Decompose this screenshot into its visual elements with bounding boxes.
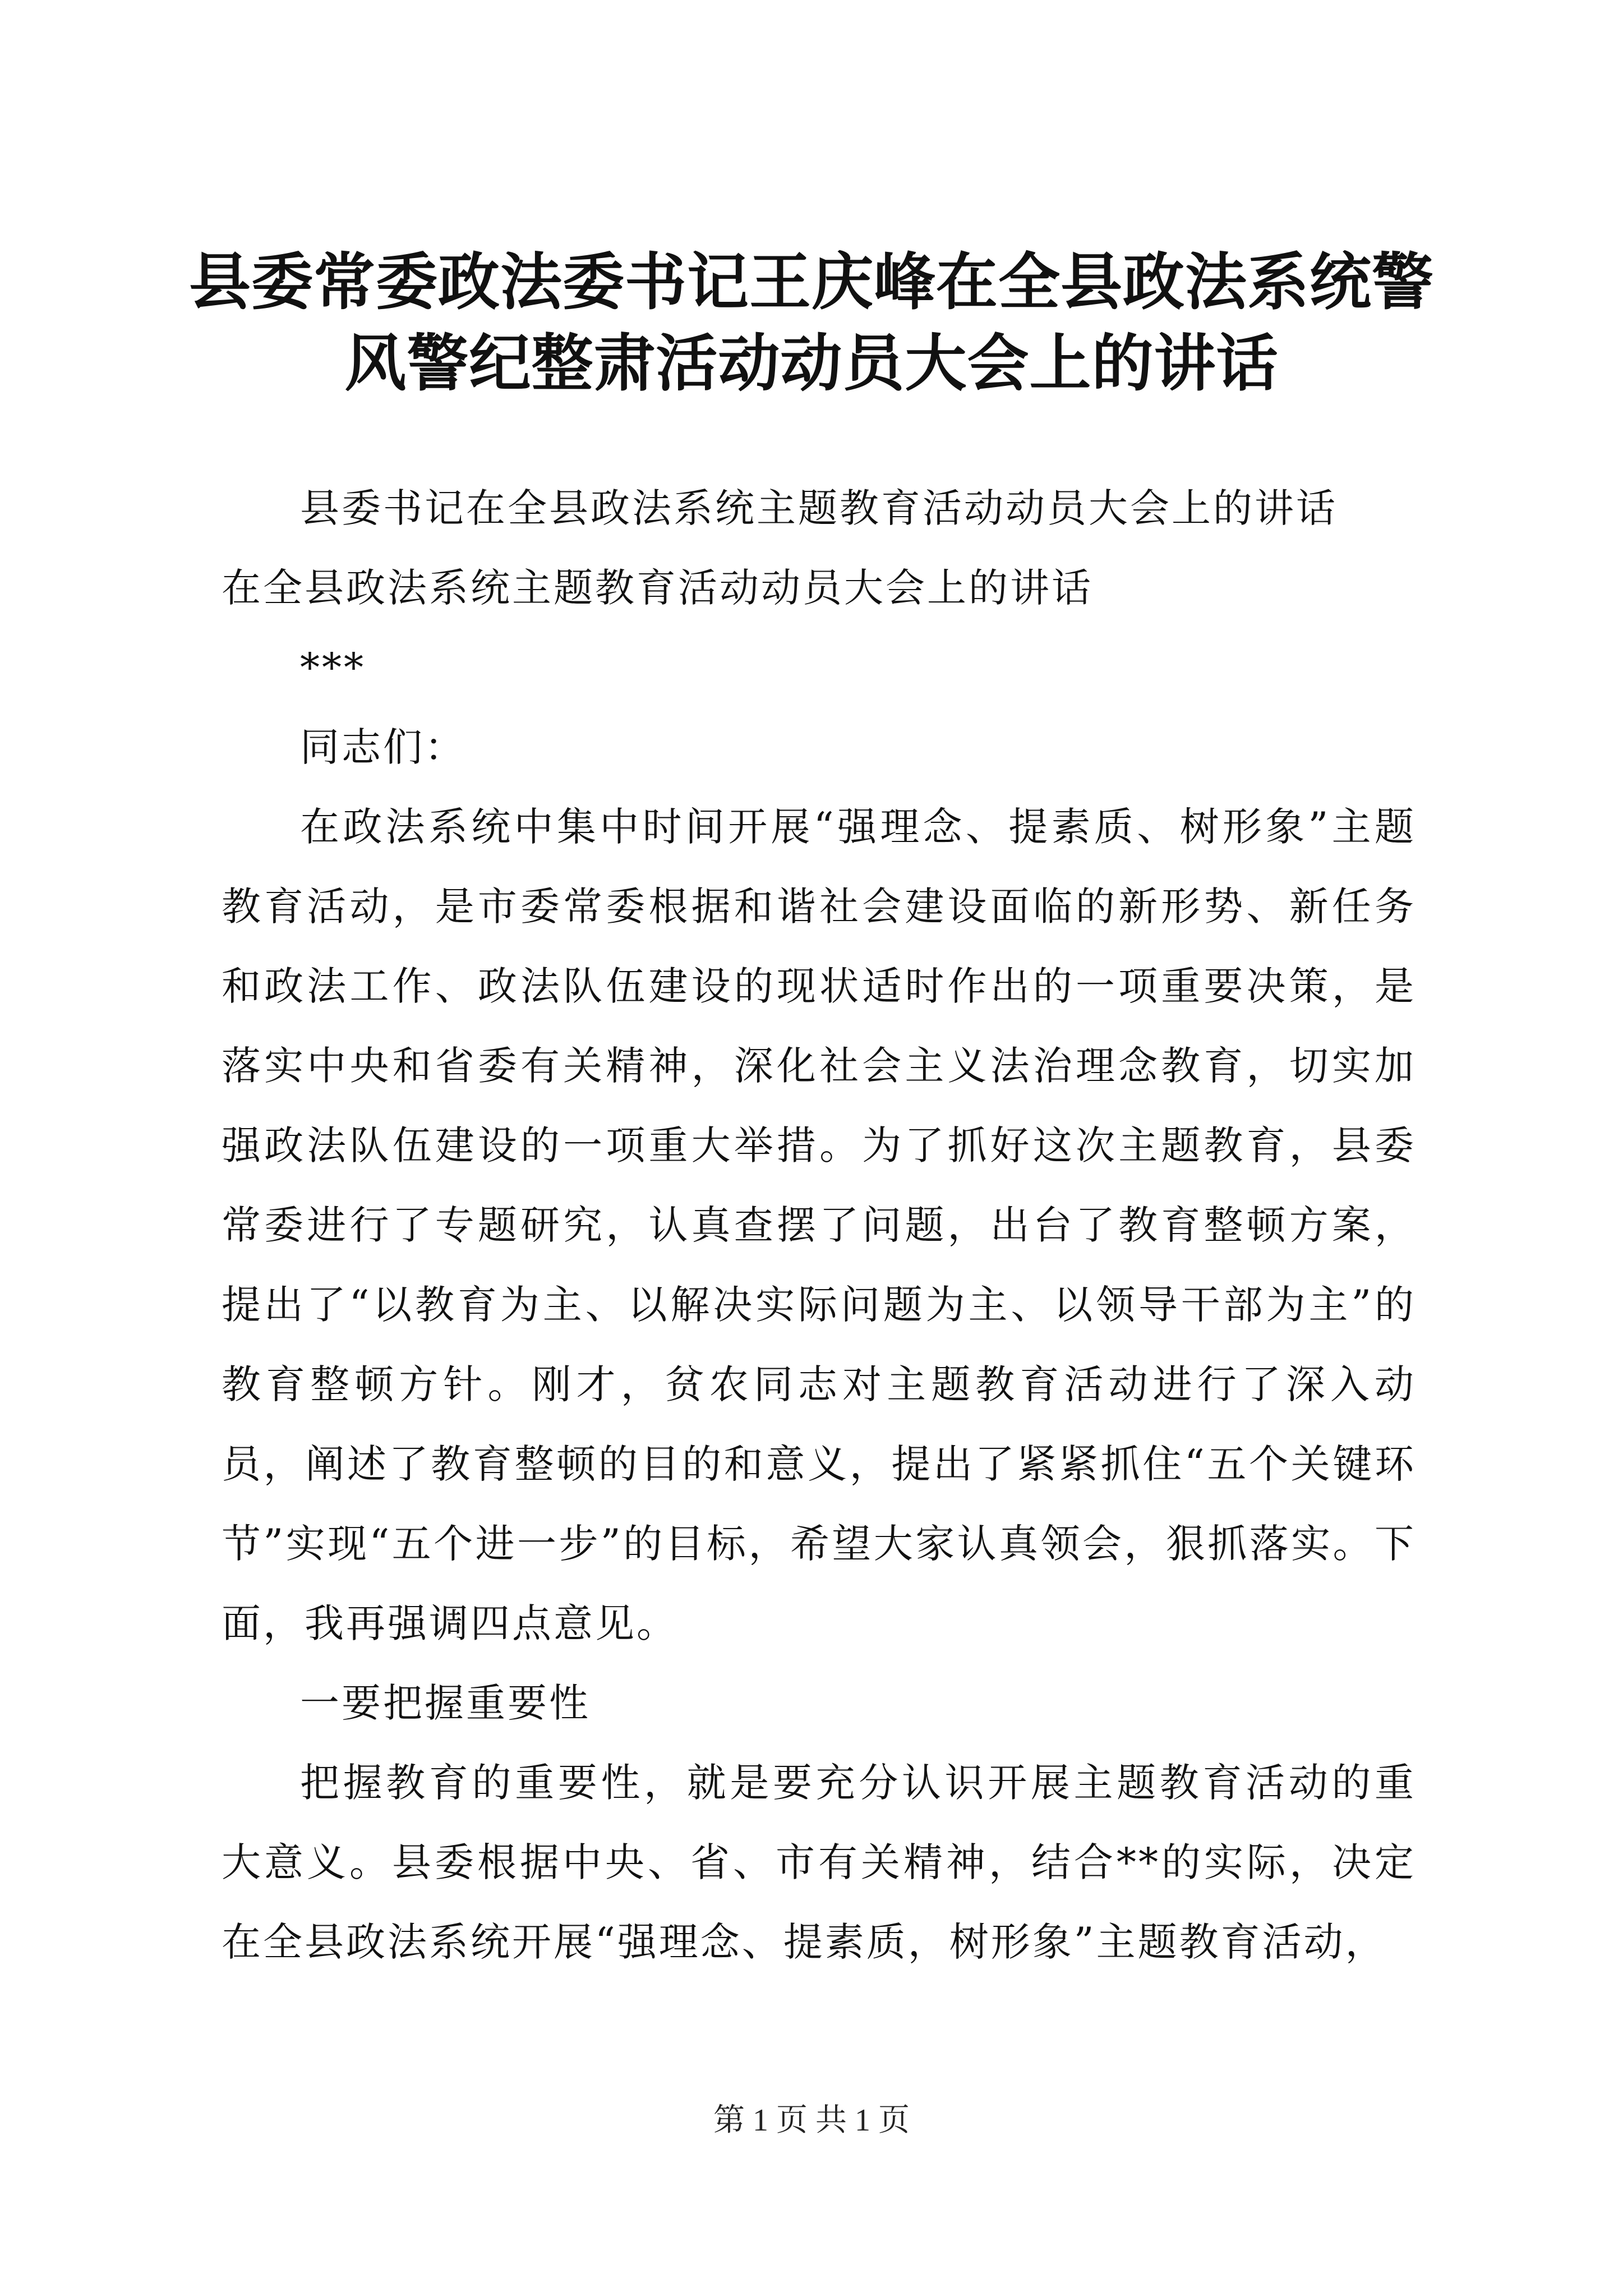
document-title: [168, 241, 1455, 404]
paragraph-subtitle: 县委书记在全县政法系统主题教育活动动员大会上的讲话: [300, 485, 1338, 531]
paragraph-body: 在政法系统中集中时间开展“强理念、提素质、树形象”主题教育活动，是市委常委根据和谐社会建设面临的新形势、新任务和政法工作、政法队伍建设的现状适时作出的一项重要决策，是落实中央和省委有关精神，深化社会主义法治理念教育，切实加强政法队伍建设的一项重大举措。为了抓好这次主题教育，县委常委进行了专题研究，认真查摆了问题，出台了教育整顿方案，提出了“以教育为主、以解决实际问题为主、以领导干部为主”的教育整顿方针。刚才，贫农同志对主题教育活动进行了深入动员，阐述了教育整顿的目的和意义，提出了紧紧抓住“五个关键环节”实现“五个进一步”的目标，希望大家认真领会，狠抓落实。下面，我再强调四点意见。: [222, 804, 1416, 1646]
paragraph-salutation: 同志们：: [300, 724, 466, 770]
document-body: [222, 468, 1416, 1982]
paragraph-body: 把握教育的重要性，就是要充分认识开展主题教育活动的重大意义。县委根据中央、省、市有关精神，结合**的实际，决定在全县政法系统开展“强理念、提素质，树形象”主题教育活动，: [222, 1760, 1416, 1965]
title-line-2: 风警纪整肃活动动员大会上的讲话: [344, 327, 1279, 399]
page-footer: 第 1 页 共 1 页: [713, 2103, 910, 2138]
paragraph-author: ***: [300, 645, 366, 691]
paragraph-heading: 在全县政法系统主题教育活动动员大会上的讲话: [222, 565, 1093, 611]
section-heading: 一要把握重要性: [300, 1680, 591, 1726]
title-line-1: 县委常委政法委书记王庆峰在全县政法系统警: [189, 246, 1434, 318]
